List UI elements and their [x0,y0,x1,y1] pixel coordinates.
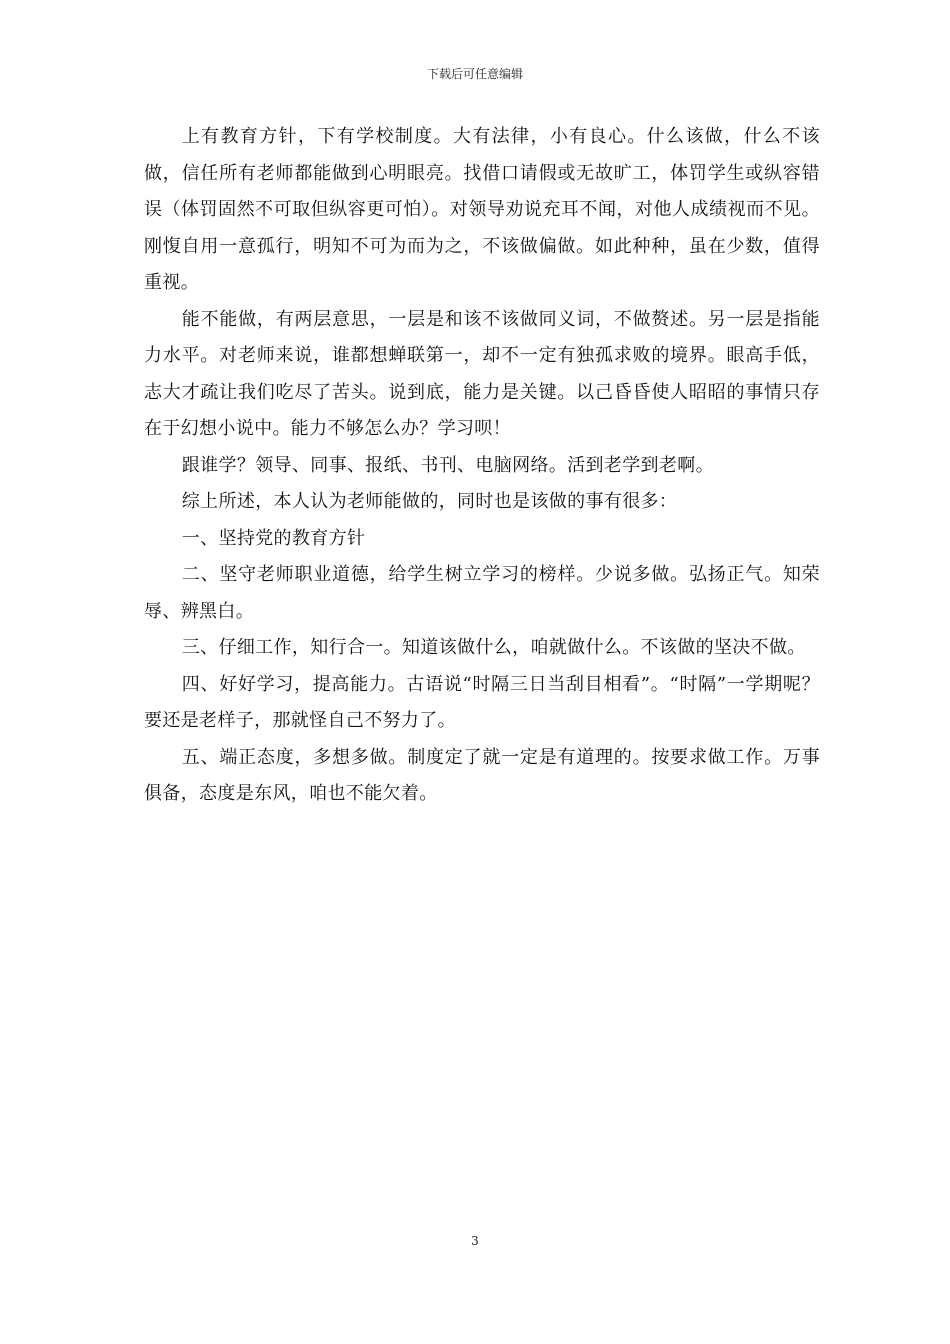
paragraph: 能不能做，有两层意思，一层是和该不该做同义词，不做赘述。另一层是指能力水平。对老师来说，谁都想蝉联第一，却不一定有独孤求败的境界。眼高手低，志大才疏让我们吃尽了苦头。说到底，能力是关键。以己昏昏使人昭昭的事情只存在于幻想小说中。能力不够怎么办？学习呗！ [144,308,820,439]
list-item: 四、好好学习，提高能力。古语说“时隔三日当刮目相看”。“时隔”一学期呢？要还是老样子，那就怪自己不努力了。 [144,673,820,731]
document-body [144,119,820,813]
paragraph: 跟谁学？领导、同事、报纸、书刊、电脑网络。活到老学到老啊。 [181,454,714,476]
list-item: 三、仔细工作，知行合一。知道该做什么，咱就做什么。不该做的坚决不做。 [181,637,806,658]
page-number: 3 [471,1234,479,1248]
paragraph: 综上所述，本人认为老师能做的，同时也是该做的事有很多： [181,491,678,512]
paragraph: 上有教育方针，下有学校制度。大有法律，小有良心。什么该做，什么不该做，信任所有老师都能做到心明眼亮。找借口请假或无故旷工，体罚学生或纵容错误（体罚固然不可取但纵容更可怕）。对领导劝说充耳不闻，对他人成绩视而不见。刚愎自用一意孤行，明知不可为而为之，不该做偏做。如此种种，虽在少数，值得重视。 [144,126,820,293]
page-header: 下载后可任意编辑 [426,67,523,81]
list-item: 五、端正态度，多想多做。制度定了就一定是有道理的。按要求做工作。万事俱备，态度是东风，咱也不能欠着。 [144,746,820,804]
list-item: 一、坚持党的教育方针 [181,527,366,549]
list-item: 二、坚守老师职业道德，给学生树立学习的榜样。少说多做。弘扬正气。知荣辱、辨黑白。 [144,564,820,622]
